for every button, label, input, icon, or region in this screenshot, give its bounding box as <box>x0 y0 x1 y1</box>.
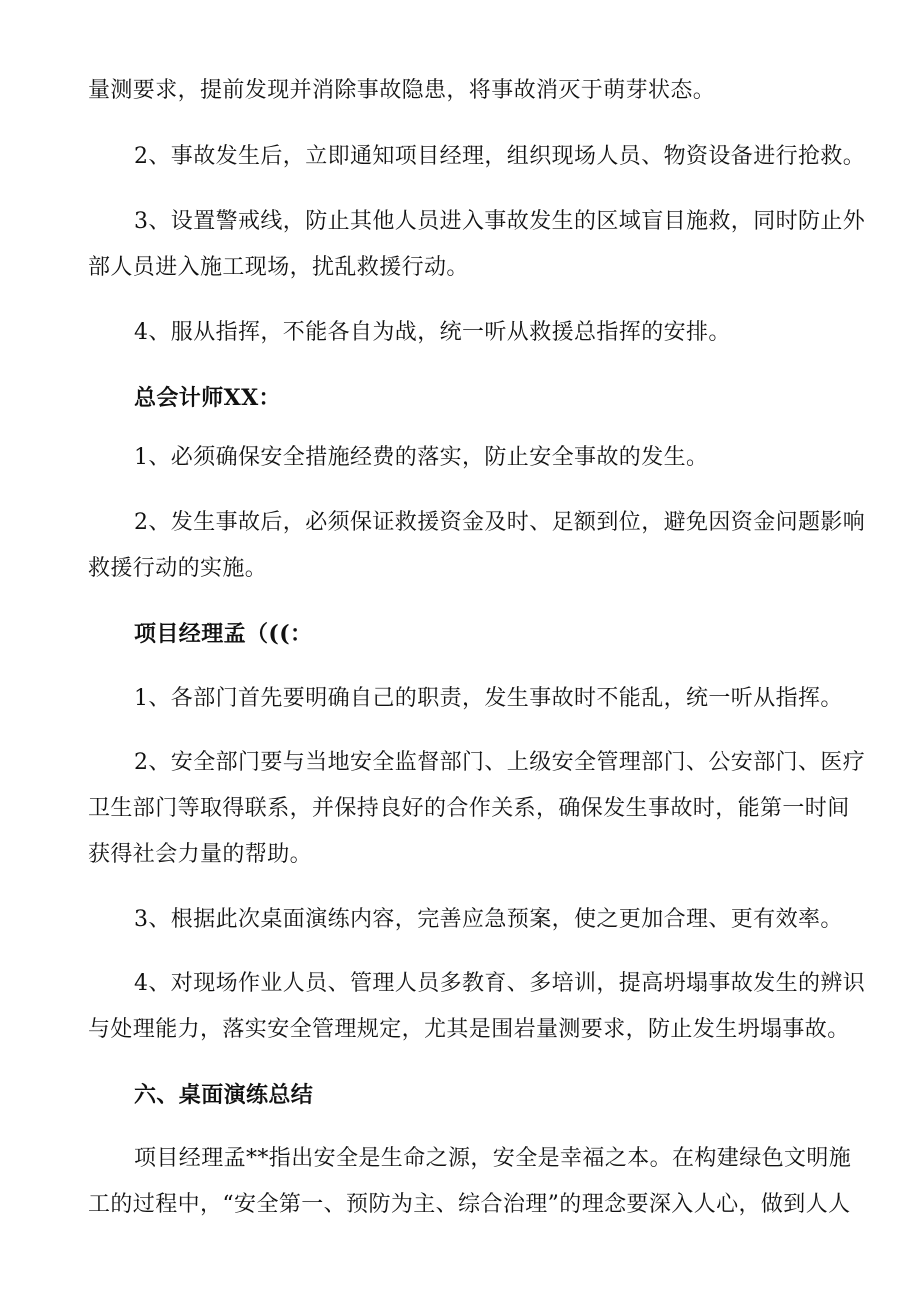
paragraph-line: 项目经理孟**指出安全是生命之源，安全是幸福之本。在构建绿色文明施 <box>134 1146 852 1171</box>
section-heading: 六、桌面演练总结 <box>134 1082 314 1108</box>
list-item-line: 与处理能力，落实安全管理规定，尤其是围岩量测要求，防止发生坍塌事故。 <box>88 1017 850 1042</box>
list-item-line: 4、服从指挥，不能各自为战，统一听从救援总指挥的安排。 <box>134 320 731 345</box>
list-item-line: 2、发生事故后，必须保证救援资金及时、足额到位，避免因资金问题影响 <box>134 510 866 535</box>
list-item-line: 卫生部门等取得联系，并保持良好的合作关系，确保发生事故时，能第一时间 <box>88 796 850 821</box>
list-item-line: 2、安全部门要与当地安全监督部门、上级安全管理部门、公安部门、医疗 <box>134 750 866 775</box>
list-item-line: 1、必须确保安全措施经费的落实，防止安全事故的发生。 <box>134 445 709 470</box>
paragraph-line: 工的过程中，“安全第一、预防为主、综合治理”的理念要深入人心，做到人人 <box>88 1192 851 1217</box>
list-item-line: 部人员进入施工现场，扰乱救援行动。 <box>88 255 469 280</box>
list-item-line: 3、根据此次桌面演练内容，完善应急预案，使之更加合理、更有效率。 <box>134 907 843 932</box>
list-item-line: 4、对现场作业人员、管理人员多教育、多培训，提高坍塌事故发生的辨识 <box>134 971 866 996</box>
paragraph-line: 量测要求，提前发现并消除事故隐患，将事故消灭于萌芽状态。 <box>88 78 716 103</box>
list-item-line: 3、设置警戒线，防止其他人员进入事故发生的区域盲目施救，同时防止外 <box>134 209 866 234</box>
list-item-line: 2、事故发生后，立即通知项目经理，组织现场人员、物资设备进行抢救。 <box>134 144 866 169</box>
list-item-line: 获得社会力量的帮助。 <box>88 842 313 867</box>
section-heading: 项目经理孟（((： <box>134 621 313 647</box>
section-heading: 总会计师XX： <box>134 385 281 411</box>
list-item-line: 1、各部门首先要明确自己的职责，发生事故时不能乱，统一听从指挥。 <box>134 686 843 711</box>
list-item-line: 救援行动的实施。 <box>88 556 268 581</box>
